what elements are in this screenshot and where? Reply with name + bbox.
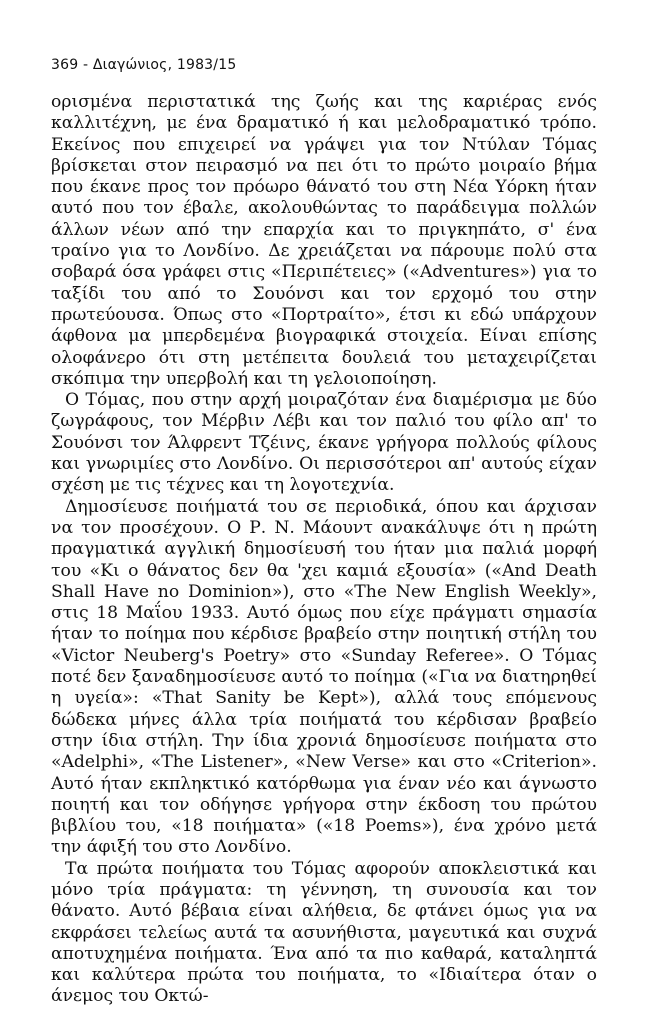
running-head: 369 - Διαγώνιος, 1983/15 — [51, 57, 237, 73]
paragraph: ορισμένα περιστατικά της ζωής και της καριέρας ενός καλλιτέχνη, με ένα δραματικό ή και μελοδραματικό τρόπο. Εκείνος που επιχειρεί να γράψει για τον Ντύλαν Τόμας βρίσκεται στον πειρασμό να πει ότι το πρώτο μοιραίο βήμα που έκανε προς τον πρόωρο θάνατό του στη Νέα Υόρκη ήταν αυτό που τον έβαλε, ακολουθώντας το παράδειγμα πολλών άλλων νέων από την επαρχία και το πριγκηπάτο, σ' ένα τραίνο για το Λονδίνο. Δε χρειάζεται να πάρουμε πολύ στα σοβαρά όσα γράφει στις «Περιπέτειες» («Adventures») για το ταξίδι του από το Σουόνσι και τον ερχομό του στην πρωτεύουσα. Όπως στο «Πορτραίτο», έτσι κι εδώ υπάρχουν άφθονα μα μπερδεμένα βιογραφικά στοιχεία. Είναι επίσης ολοφάνερο ότι στη μετέπειτα δουλειά του μεταχειρίζεται σκόπιμα την υπερβολή και τη γελοιοποίηση. — [51, 92, 597, 389]
paragraph: Ο Τόμας, που στην αρχή μοιραζόταν ένα διαμέρισμα με δύο ζωγράφους, τον Μέρβιν Λέβι και τον παλιό του φίλο απ' το Σουόνσι τον Άλφρεντ Τζέινς, έκανε γρήγορα πολλούς φίλους και γνωριμίες στο Λονδίνο. Οι περισσότεροι απ' αυτούς είχαν σχέση με τις τέχνες και τη λογοτεχνία. — [51, 390, 597, 496]
body-text — [51, 92, 597, 1008]
paragraph: Τα πρώτα ποιήματα του Τόμας αφορούν αποκλειστικά και μόνο τρία πράγματα: τη γέννηση, τη συνουσία και τον θάνατο. Αυτό βέβαια είναι αλήθεια, δε φτάνει όμως για να εκφράσει τελείως αυτά τα ασυνήθιστα, μαγευτικά και συχνά αποτυχημένα ποιήματα. Ένα από τα πιο καθαρά, καταληπτά και καλύτερα πρώτα του ποιήματα, το «Ιδιαίτερα όταν ο άνεμος του Οκτώ- — [51, 858, 597, 1007]
paragraph: Δημοσίευσε ποιήματά του σε περιοδικά, όπου και άρχισαν να τον προσέχουν. Ο Ρ. Ν. Μάουντ ανακάλυψε ότι η πρώτη πραγματικά αγγλική δημοσίευσή του ήταν μια παλιά μορφή του «Κι ο θάνατος δεν θα 'χει καμιά εξουσία» («And Death Shall Have no Dominion»), στο «The New English Weekly», στις 18 Μαΐου 1933. Αυτό όμως που είχε πράγματι σημασία ήταν το ποίημα που κέρδισε βραβείο στην ποιητική στήλη του «Victor Neuberg's Poetry» στο «Sunday Referee». Ο Τόμας ποτέ δεν ξαναδημοσίευσε αυτό το ποίημα («Για να διατηρηθεί η υγεία»: «That Sanity be Kept»), αλλά τους επόμενους δώδεκα μήνες άλλα τρία ποιήματά του κέρδισαν βραβείο στην ίδια στήλη. Την ίδια χρονιά δημοσίευσε ποιήματα στο «Adelphi», «The Listener», «New Verse» και στο «Criterion». Αυτό ήταν εκπληκτικό κατόρθωμα για έναν νέο και άγνωστο ποιητή και τον οδήγησε γρήγορα στην έκδοση του πρώτου βιβλίου του, «18 ποιήματα» («18 Poems»), ένα χρόνο μετά την άφιξή του στο Λονδίνο. — [51, 496, 597, 858]
